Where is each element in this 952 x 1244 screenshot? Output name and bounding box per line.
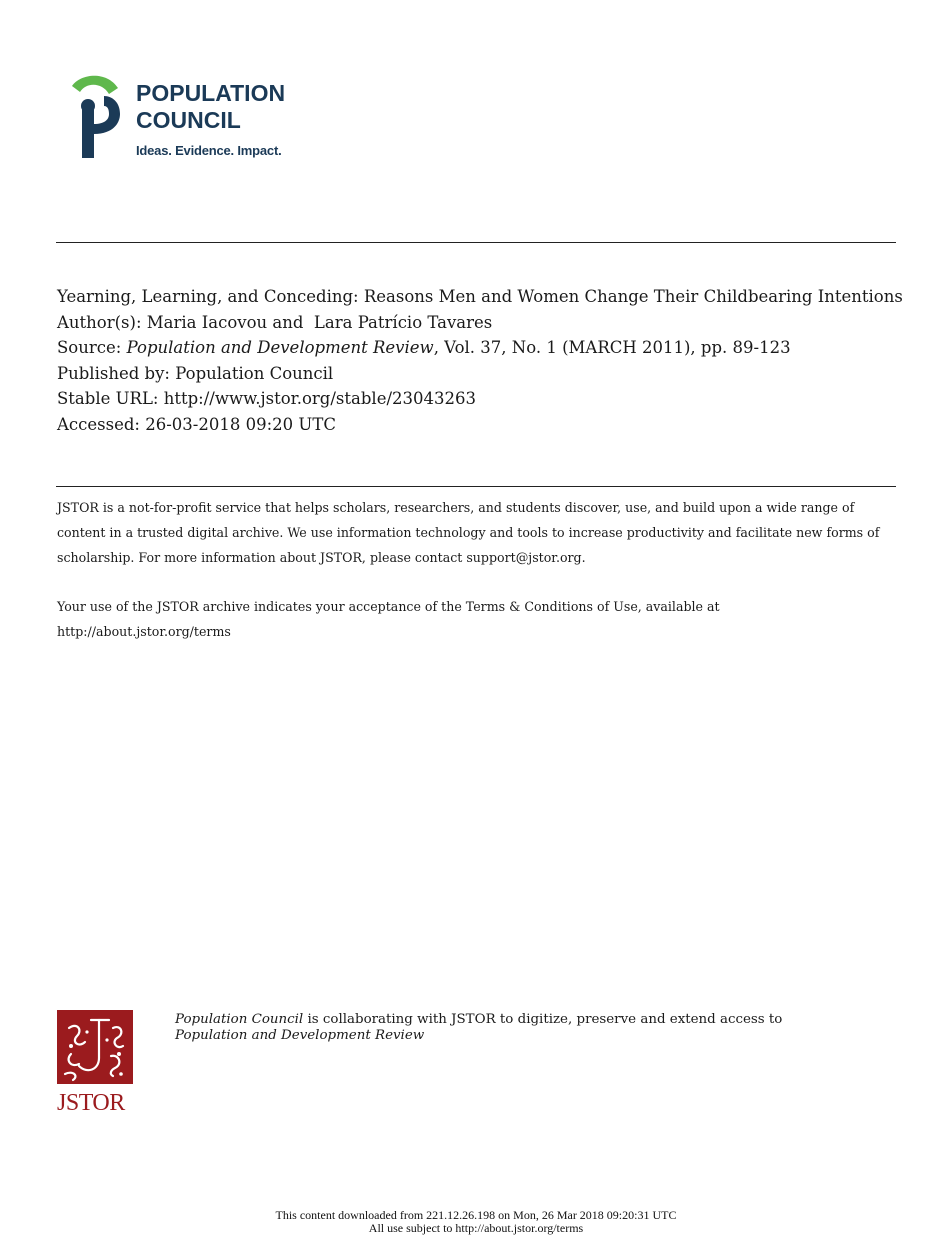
collaboration-line-2 [175, 1028, 875, 1044]
accessed-line [57, 412, 907, 438]
stable-url-link[interactable]: http://www.jstor.org/stable/23043263 [163, 389, 476, 409]
notice-paragraph-1: JSTOR is a not-for-profit service that helps scholars, researchers, and students discover, use, and build upon a wide range of content in a trusted digital archive. We use information technology and tools to increase productivity and facilitate new forms of scholarship. For more information about JSTOR, please contact support@jstor.org. [57, 500, 880, 565]
source-journal: Population and Development Review [126, 338, 434, 358]
source-line [57, 335, 907, 361]
authors-value: Maria Iacovou and Lara Patrício Tavares [146, 312, 493, 332]
collaboration-text: is collaborating with JSTOR to digitize, preserve and extend access to [303, 1012, 783, 1027]
middle-divider [56, 486, 896, 487]
logo-line-2: COUNCIL [136, 107, 241, 133]
jstor-emblem-icon [57, 1010, 133, 1084]
source-label: Source: [57, 338, 122, 358]
stable-url-line [57, 386, 907, 412]
logo-wordmark [136, 80, 285, 134]
population-council-mark-icon [68, 72, 128, 160]
collaboration-journal: Population and Development Review [175, 1028, 425, 1043]
collaboration-line-1 [175, 1012, 875, 1028]
footer-download-line: This content downloaded from 221.12.26.198 on Mon, 26 Mar 2018 09:20:31 UTC [275, 1208, 677, 1222]
population-council-logo [68, 72, 308, 164]
authors-line [57, 310, 907, 336]
stable-url-label: Stable URL: [57, 389, 159, 409]
citation-block [57, 284, 907, 438]
jstor-notice [57, 495, 897, 644]
footer-terms-line: All use subject to http://about.jstor.org/terms [368, 1221, 584, 1235]
notice-paragraph-2: Your use of the JSTOR archive indicates your acceptance of the Terms & Conditions of Use, available at http://about.jstor.org/terms [57, 599, 720, 639]
publisher-line [57, 361, 907, 387]
page-footer [0, 1209, 952, 1235]
publisher-value: Population Council [175, 363, 334, 383]
top-divider [56, 242, 896, 243]
source-details: , Vol. 37, No. 1 (MARCH 2011), pp. 89-123 [433, 338, 791, 358]
collaboration-statement [175, 1012, 875, 1044]
jstor-logo [57, 1010, 137, 1120]
logo-line-1: POPULATION [136, 80, 286, 106]
article-title: Yearning, Learning, and Conceding: Reasons Men and Women Change Their Childbearing Intentions [57, 287, 903, 306]
publisher-label: Published by: [57, 363, 170, 383]
accessed-label: Accessed: [57, 414, 140, 434]
accessed-value: 26-03-2018 09:20 UTC [145, 414, 336, 434]
collaboration-publisher: Population Council [175, 1012, 304, 1027]
jstor-wordmark: JSTOR [57, 1090, 125, 1116]
authors-label: Author(s): [57, 312, 142, 332]
logo-tagline: Ideas. Evidence. Impact. [136, 143, 282, 158]
